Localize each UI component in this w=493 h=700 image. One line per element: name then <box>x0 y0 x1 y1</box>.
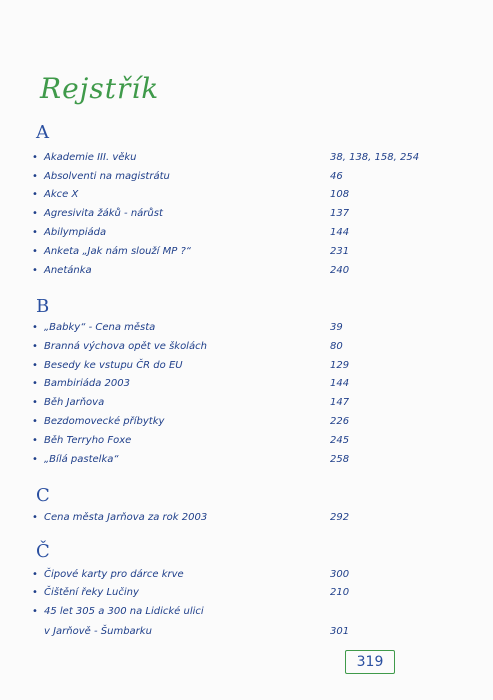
entry-text: „Babky“ - Cena města <box>44 322 156 333</box>
entry-pages: 301 <box>330 626 350 637</box>
entry-text: Absolventi na magistrátu <box>44 171 170 182</box>
bullet: • <box>32 265 38 276</box>
entry-text: Běh Jarňova <box>44 397 105 408</box>
section-letter-b: B <box>36 296 50 317</box>
index-entry <box>30 416 470 434</box>
bullet: • <box>32 397 38 408</box>
entry-pages: 129 <box>330 360 350 371</box>
entry-text: „Bílá pastelka“ <box>44 454 119 465</box>
bullet: • <box>32 208 38 219</box>
bullet: • <box>32 435 38 446</box>
section-letter-c-caron: Č <box>36 541 50 562</box>
entry-pages: 226 <box>330 416 350 427</box>
bullet: • <box>32 512 38 523</box>
section-letter-c: C <box>36 485 50 506</box>
entry-text: Akademie III. věku <box>44 152 137 163</box>
entry-pages: 46 <box>330 171 343 182</box>
index-entry <box>30 587 470 605</box>
index-entry <box>30 606 470 624</box>
entry-text: v Jarňově - Šumbarku <box>44 626 152 637</box>
bullet: • <box>32 360 38 371</box>
entry-pages: 147 <box>330 397 350 408</box>
entry-pages: 292 <box>330 512 350 523</box>
bullet: • <box>32 322 38 333</box>
entry-pages: 240 <box>330 265 350 276</box>
entry-text: 45 let 305 a 300 na Lidické ulici <box>44 606 204 617</box>
index-entry <box>30 322 470 340</box>
entry-text: Anetánka <box>44 265 92 276</box>
entry-pages: 300 <box>330 569 350 580</box>
entry-text: Branná výchova opět ve školách <box>44 341 207 352</box>
entry-pages: 144 <box>330 378 350 389</box>
index-entry <box>30 512 470 530</box>
bullet: • <box>32 171 38 182</box>
entry-pages: 108 <box>330 189 350 200</box>
index-entry <box>30 378 470 396</box>
entry-pages: 245 <box>330 435 350 446</box>
entry-pages: 210 <box>330 587 350 598</box>
index-entry <box>30 189 470 207</box>
entry-pages: 80 <box>330 341 343 352</box>
bullet: • <box>32 246 38 257</box>
entry-text: Agresivita žáků - nárůst <box>44 208 163 219</box>
entry-pages: 144 <box>330 227 350 238</box>
entry-text: Čištění řeky Lučiny <box>44 587 139 598</box>
entry-pages: 38, 138, 158, 254 <box>330 152 420 163</box>
entry-text: Běh Terryho Foxe <box>44 435 132 446</box>
index-entry <box>30 246 470 264</box>
entry-pages: 137 <box>330 208 350 219</box>
entry-text: Cena města Jarňova za rok 2003 <box>44 512 208 523</box>
bullet: • <box>32 152 38 163</box>
entry-pages: 39 <box>330 322 343 333</box>
entry-text: Besedy ke vstupu ČR do EU <box>44 360 183 371</box>
index-entry <box>30 454 470 472</box>
index-entry <box>30 208 470 226</box>
bullet: • <box>32 606 38 617</box>
entry-pages: 258 <box>330 454 350 465</box>
entry-text: Bezdomovecké příbytky <box>44 416 165 427</box>
index-entry <box>30 152 470 170</box>
index-entry <box>30 626 470 644</box>
index-entry <box>30 360 470 378</box>
entry-text: Bambiriáda 2003 <box>44 378 130 389</box>
entry-pages: 231 <box>330 246 350 257</box>
bullet: • <box>32 189 38 200</box>
bullet: • <box>32 454 38 465</box>
index-entry <box>30 341 470 359</box>
index-entry <box>30 569 470 587</box>
index-entry <box>30 435 470 453</box>
entry-text: Anketa „Jak nám slouží MP ?“ <box>44 246 191 257</box>
bullet: • <box>32 227 38 238</box>
index-entry <box>30 265 470 283</box>
entry-text: Akce X <box>44 189 79 200</box>
entry-text: Abilympiáda <box>44 227 107 238</box>
entry-text: Čipové karty pro dárce krve <box>44 569 184 580</box>
bullet: • <box>32 569 38 580</box>
index-entry <box>30 171 470 189</box>
bullet: • <box>32 416 38 427</box>
bullet: • <box>32 587 38 598</box>
page-number: 319 <box>345 650 395 674</box>
page-title: Rejstřík <box>40 72 160 105</box>
index-entry <box>30 397 470 415</box>
bullet: • <box>32 341 38 352</box>
bullet: • <box>32 378 38 389</box>
index-entry <box>30 227 470 245</box>
section-letter-a: A <box>36 122 49 143</box>
